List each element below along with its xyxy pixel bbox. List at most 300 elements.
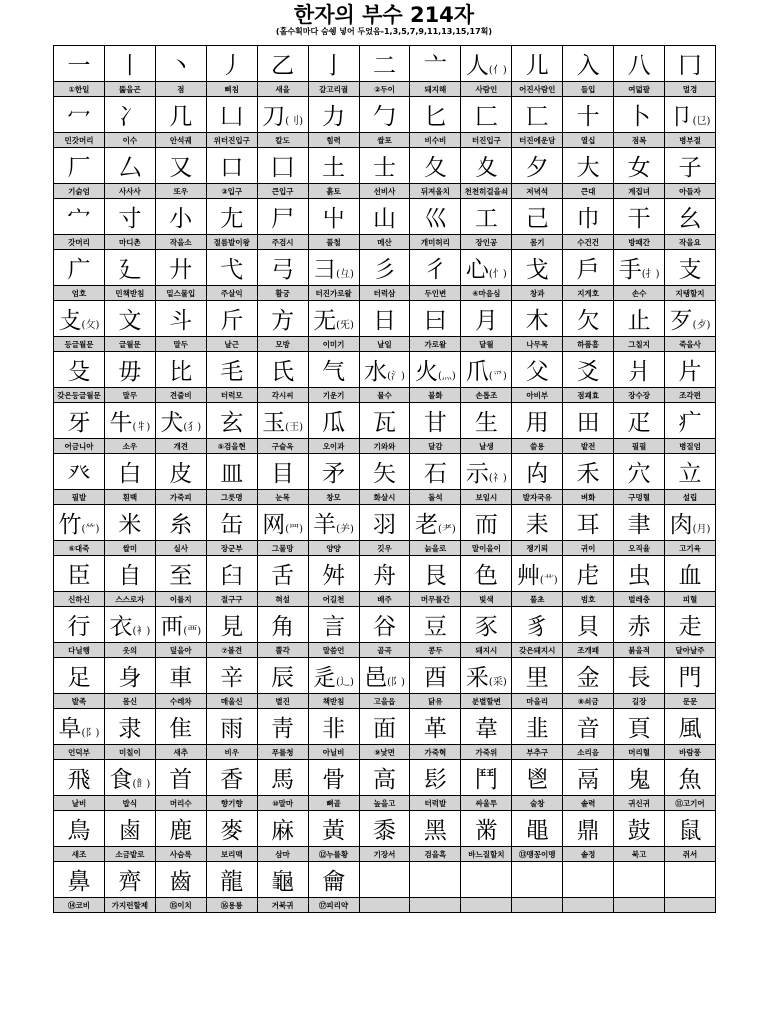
radical-meaning: ⑨낯면: [359, 745, 410, 760]
radical-cell: [410, 862, 461, 898]
radical-char: 骨: [322, 767, 346, 793]
radical-meaning: 이를지: [155, 592, 206, 607]
radical-cell: [359, 454, 410, 490]
radical-char: 魚: [678, 767, 702, 793]
radical-char: 人: [465, 53, 489, 79]
radical-char: 厂: [67, 155, 91, 181]
radical-cell: [461, 709, 512, 745]
radical-meaning: 선비사: [359, 184, 410, 199]
radical-meaning: 터럭삼: [359, 286, 410, 301]
radical-cell: [614, 199, 665, 235]
radical-cell: [308, 97, 359, 133]
radical-meaning: 검을흑: [410, 847, 461, 862]
radical-meaning: ③입구: [206, 184, 257, 199]
radical-cell: [665, 454, 716, 490]
radical-cell: [359, 607, 410, 643]
radical-variant: (衤): [132, 626, 151, 637]
radical-cell: [308, 607, 359, 643]
radical-cell: [563, 97, 614, 133]
radical-cell: [359, 199, 410, 235]
radical-cell: [104, 352, 155, 388]
radical-char: 舌: [271, 563, 295, 589]
radical-char: 面: [372, 716, 396, 742]
radical-cell: [563, 760, 614, 796]
radical-meaning: 말두: [155, 337, 206, 352]
radical-char: 行: [67, 614, 91, 640]
radical-char: 衣: [109, 614, 133, 640]
radical-char: 鼎: [576, 818, 600, 844]
radical-meaning: 고기육: [665, 541, 716, 556]
radical-meaning: 스스로자: [104, 592, 155, 607]
radical-char: 首: [169, 767, 193, 793]
radical-meaning: ⑤검을현: [206, 439, 257, 454]
radical-meaning: 머무를간: [410, 592, 461, 607]
radical-row: [54, 46, 716, 82]
radical-meaning: 오이과: [308, 439, 359, 454]
radical-cell: [104, 658, 155, 694]
radical-cell: [104, 301, 155, 337]
radical-meaning: 달감: [410, 439, 461, 454]
radical-char: 血: [678, 563, 702, 589]
radical-meaning: 지탱할지: [665, 286, 716, 301]
radical-cell: [206, 658, 257, 694]
radical-char: 豆: [423, 614, 447, 640]
radical-meaning: 조각편: [665, 388, 716, 403]
radical-char: 木: [525, 308, 549, 334]
radical-char: 匸: [525, 104, 549, 130]
radical-meaning: 사람인: [461, 82, 512, 97]
radical-meaning: 북고: [614, 847, 665, 862]
meaning-row: [54, 898, 716, 913]
radical-cell: [206, 811, 257, 847]
radical-meaning: 말씀언: [308, 643, 359, 658]
radical-meaning: 오직율: [614, 541, 665, 556]
radical-meaning: 어진사람인: [512, 82, 563, 97]
radical-cell: [155, 301, 206, 337]
radical-cell: [614, 403, 665, 439]
radical-cell: [563, 607, 614, 643]
radical-meaning: 아들자: [665, 184, 716, 199]
radical-char: 香: [220, 767, 244, 793]
radical-char: 幺: [678, 206, 702, 232]
radical-char: 石: [423, 461, 447, 487]
radical-char: 尸: [271, 206, 295, 232]
radical-char: 鬥: [474, 767, 498, 793]
radical-cell: [614, 352, 665, 388]
radical-meaning: 별진: [257, 694, 308, 709]
radical-char: 匕: [423, 104, 447, 130]
radical-cell: [206, 607, 257, 643]
radical-char: 彐: [313, 257, 337, 283]
radical-cell: [563, 862, 614, 898]
radical-cell: [461, 811, 512, 847]
radical-char: 爻: [576, 359, 600, 385]
radical-char: 疒: [678, 410, 702, 436]
radical-cell: [54, 607, 105, 643]
radical-cell: [308, 556, 359, 592]
radical-meaning: 갓머리: [54, 235, 105, 250]
radical-meaning: 깃우: [359, 541, 410, 556]
radical-char: 田: [576, 410, 600, 436]
radical-row: [54, 148, 716, 184]
radical-row: [54, 709, 716, 745]
radical-cell: [512, 607, 563, 643]
radical-char: 立: [678, 461, 702, 487]
radical-char: 厶: [118, 155, 142, 181]
radical-cell: [563, 148, 614, 184]
radical-char: 凵: [220, 104, 244, 130]
radical-cell: [461, 403, 512, 439]
radical-char: 米: [118, 512, 142, 538]
radical-variant: (飠): [132, 779, 151, 790]
radical-char: 辛: [220, 665, 244, 691]
radical-meaning: 병질엄: [665, 439, 716, 454]
radical-meaning: 빛색: [461, 592, 512, 607]
radical-cell: [665, 301, 716, 337]
radical-meaning: 돼지시: [461, 643, 512, 658]
radical-char: 牙: [67, 410, 91, 436]
radical-cell: [257, 148, 308, 184]
radical-cell: [512, 250, 563, 286]
radical-char: 山: [372, 206, 396, 232]
radical-cell: [54, 97, 105, 133]
radical-meaning: 갖은돼지시: [512, 643, 563, 658]
radical-meaning: 그물망: [257, 541, 308, 556]
meaning-row: [54, 235, 716, 250]
radical-char: 方: [271, 308, 295, 334]
radical-char: 貝: [576, 614, 600, 640]
radical-cell: [614, 811, 665, 847]
radical-char: 言: [322, 614, 346, 640]
radical-cell: [410, 403, 461, 439]
radical-cell: [512, 352, 563, 388]
radical-char: 片: [678, 359, 702, 385]
radical-char: 矛: [322, 461, 346, 487]
radical-row: [54, 760, 716, 796]
radical-meaning: 점: [155, 82, 206, 97]
radical-variant: (爫): [488, 371, 507, 382]
radical-cell: [54, 352, 105, 388]
radical-cell: [155, 250, 206, 286]
radical-row: [54, 352, 716, 388]
radical-cell: [308, 352, 359, 388]
radical-cell: [461, 862, 512, 898]
radical-cell: [54, 250, 105, 286]
radical-cell: [155, 607, 206, 643]
radical-row: [54, 505, 716, 541]
radical-cell: [614, 97, 665, 133]
radical-meaning: 작을소: [155, 235, 206, 250]
radical-cell: [257, 658, 308, 694]
radical-meaning: 마디촌: [104, 235, 155, 250]
radical-cell: [665, 760, 716, 796]
radical-cell: [410, 556, 461, 592]
radical-char: 歹: [669, 308, 693, 334]
radical-char: 韭: [525, 716, 549, 742]
radical-meaning: 밑스물입: [155, 286, 206, 301]
radical-row: [54, 607, 716, 643]
radical-meaning: 뼈골: [308, 796, 359, 811]
radical-cell: [359, 148, 410, 184]
radical-char: 白: [118, 461, 142, 487]
radical-cell: [614, 250, 665, 286]
radical-cell: [410, 97, 461, 133]
radical-meaning: 벼화: [563, 490, 614, 505]
radical-cell: [359, 862, 410, 898]
radical-cell: [308, 811, 359, 847]
radical-cell: [512, 658, 563, 694]
radical-char: 士: [372, 155, 396, 181]
radical-cell: [665, 607, 716, 643]
meaning-row: [54, 388, 716, 403]
radical-row: [54, 403, 716, 439]
radical-cell: [206, 505, 257, 541]
radical-meaning: 물수: [359, 388, 410, 403]
radical-meaning: 창모: [308, 490, 359, 505]
radical-cell: [563, 454, 614, 490]
meaning-row: [54, 643, 716, 658]
radical-char: 見: [220, 614, 244, 640]
radical-meaning: 가죽혁: [410, 745, 461, 760]
radical-meaning: 솥력: [563, 796, 614, 811]
radical-cell: [512, 862, 563, 898]
radical-cell: [410, 301, 461, 337]
radical-meaning: 비수비: [410, 133, 461, 148]
radical-char: 目: [271, 461, 295, 487]
radical-cell: [155, 403, 206, 439]
radical-variant: (灬): [438, 371, 456, 382]
radical-cell: [257, 403, 308, 439]
radical-cell: [665, 148, 716, 184]
radical-meaning: 돼지해: [410, 82, 461, 97]
radical-char: 聿: [627, 512, 651, 538]
radical-meaning: 날일: [359, 337, 410, 352]
radical-cell: [359, 709, 410, 745]
radical-char: 虍: [576, 563, 600, 589]
radical-cell: [563, 352, 614, 388]
radical-cell: [257, 250, 308, 286]
radical-variant: (罒): [285, 524, 304, 535]
radical-meaning: 피혈: [665, 592, 716, 607]
radical-variant: (采): [488, 677, 507, 688]
radical-cell: [665, 403, 716, 439]
radical-cell: [155, 199, 206, 235]
radical-meaning: 메산: [359, 235, 410, 250]
radical-cell: [614, 658, 665, 694]
radical-cell: [665, 556, 716, 592]
radical-meaning: 쥐서: [665, 847, 716, 862]
radical-variant: (攵): [81, 320, 100, 331]
radical-cell: [54, 403, 105, 439]
radical-char: 髟: [423, 767, 447, 793]
radical-cell: [461, 760, 512, 796]
radical-variant: (歺): [692, 320, 711, 331]
radical-char: 殳: [67, 359, 91, 385]
radical-cell: [257, 301, 308, 337]
radical-cell: [359, 760, 410, 796]
radical-char: 鹿: [169, 818, 193, 844]
radical-meaning: 수건건: [563, 235, 614, 250]
radical-char: 皮: [169, 461, 193, 487]
radical-cell: [206, 301, 257, 337]
radical-cell: [410, 352, 461, 388]
radical-char: 鬼: [627, 767, 651, 793]
radical-meaning: 머리수: [155, 796, 206, 811]
radical-cell: [614, 709, 665, 745]
radical-char: 龜: [271, 869, 295, 895]
radical-meaning: 지게호: [563, 286, 614, 301]
radical-meaning: 쓸용: [512, 439, 563, 454]
meaning-row: [54, 847, 716, 862]
radical-meaning: 화살시: [359, 490, 410, 505]
radical-variant: (亻): [488, 65, 507, 76]
radical-char: 穴: [627, 461, 651, 487]
radical-char: 毛: [220, 359, 244, 385]
meaning-row: [54, 184, 716, 199]
radical-cell: [359, 811, 410, 847]
radical-cell: [104, 148, 155, 184]
radical-char: 皿: [220, 461, 244, 487]
radical-cell: [512, 148, 563, 184]
radical-meaning: 바람풍: [665, 745, 716, 760]
radical-meaning: 매울신: [206, 694, 257, 709]
radical-meaning: 밭전: [563, 439, 614, 454]
radical-cell: [104, 403, 155, 439]
radical-cell: [461, 301, 512, 337]
radical-char: 生: [474, 410, 498, 436]
radical-char: 子: [678, 155, 702, 181]
radical-meaning: 위터진입구: [206, 133, 257, 148]
radical-cell: [155, 46, 206, 82]
radical-meaning: 가죽피: [155, 490, 206, 505]
radical-char: 示: [465, 461, 489, 487]
radical-meaning: 어금니아: [54, 439, 105, 454]
radical-cell: [54, 454, 105, 490]
radical-char: 飛: [67, 767, 91, 793]
radical-cell: [206, 760, 257, 796]
meaning-row: [54, 439, 716, 454]
radical-meaning: 기운기: [308, 388, 359, 403]
radical-char: 舛: [322, 563, 346, 589]
radical-cell: [410, 199, 461, 235]
radical-cell: [206, 97, 257, 133]
radical-char: 里: [525, 665, 549, 691]
radical-row: [54, 301, 716, 337]
radical-char: 麥: [220, 818, 244, 844]
radical-meaning: 구슬옥: [257, 439, 308, 454]
radical-cell: [155, 97, 206, 133]
radical-meaning: 점괘효: [563, 388, 614, 403]
radical-char: 欠: [576, 308, 600, 334]
radical-meaning: 풀초: [512, 592, 563, 607]
radical-meaning: 미칠이: [104, 745, 155, 760]
radical-meaning: 배주: [359, 592, 410, 607]
radical-cell: [54, 148, 105, 184]
radical-meaning: 날생: [461, 439, 512, 454]
radical-char: 己: [525, 206, 549, 232]
radical-char: 豕: [474, 614, 498, 640]
radical-cell: [614, 760, 665, 796]
radical-cell: [155, 556, 206, 592]
radical-char: 丨: [118, 53, 142, 79]
radical-cell: [665, 811, 716, 847]
radical-meaning: 푸를청: [257, 745, 308, 760]
radical-meaning: [461, 898, 512, 913]
radical-meaning: 멀경: [665, 82, 716, 97]
radical-meaning: 힘력: [308, 133, 359, 148]
radical-char: 鼓: [627, 818, 651, 844]
radical-meaning: 저녁석: [512, 184, 563, 199]
radical-meaning: 구멍혈: [614, 490, 665, 505]
radical-meaning: [563, 898, 614, 913]
radical-cell: [563, 301, 614, 337]
radical-cell: [206, 709, 257, 745]
radical-char: 舟: [372, 563, 396, 589]
radical-char: 用: [525, 410, 549, 436]
radical-char: 至: [169, 563, 193, 589]
radical-cell: [206, 352, 257, 388]
radical-meaning: ⑭코비: [54, 898, 105, 913]
radical-cell: [308, 148, 359, 184]
radical-variant: (礻): [488, 473, 507, 484]
radical-char: 靑: [271, 716, 295, 742]
radical-meaning: 필발: [54, 490, 105, 505]
radical-meaning: 또우: [155, 184, 206, 199]
radical-cell: [563, 505, 614, 541]
radical-char: 黑: [423, 818, 447, 844]
radical-char: 邑: [364, 665, 388, 691]
radical-meaning: [614, 898, 665, 913]
radical-cell: [563, 556, 614, 592]
radical-char: 支: [678, 257, 702, 283]
radical-meaning: 솥정: [563, 847, 614, 862]
radical-cell: [359, 301, 410, 337]
radical-meaning: 터진입구: [461, 133, 512, 148]
radical-cell: [54, 760, 105, 796]
radical-variant: (耂): [438, 524, 456, 535]
radical-cell: [461, 454, 512, 490]
radical-meaning: 벌레충: [614, 592, 665, 607]
radical-meaning: ②두이: [359, 82, 410, 97]
page-subtitle: (홀수획마다 숨쉥 넣어 두었음-1,3,5,7,9,11,13,15,17획): [275, 27, 493, 36]
radical-cell: [563, 658, 614, 694]
radical-char: 玄: [220, 410, 244, 436]
radical-meaning: 비우: [206, 745, 257, 760]
radical-cell: [461, 148, 512, 184]
radical-meaning: 절름발이왕: [206, 235, 257, 250]
radical-variant: (辶): [336, 677, 354, 688]
radical-meaning: 다닐행: [54, 643, 105, 658]
radical-meaning: ⑰피리약: [308, 898, 359, 913]
radical-cell: [665, 250, 716, 286]
radical-char: 尢: [220, 206, 244, 232]
radical-meaning: 견줄비: [155, 388, 206, 403]
radical-meaning: 뚫을곤: [104, 82, 155, 97]
radical-cell: [104, 811, 155, 847]
radical-cell: [155, 760, 206, 796]
radical-char: 臣: [67, 563, 91, 589]
radical-cell: [359, 403, 410, 439]
radical-char: 氏: [271, 359, 295, 385]
radical-char: 干: [627, 206, 651, 232]
radical-char: 爿: [627, 359, 651, 385]
radical-char: 心: [465, 257, 489, 283]
radical-cell: [104, 505, 155, 541]
radical-row: [54, 556, 716, 592]
radical-char: 冂: [678, 53, 702, 79]
radical-char: 弓: [271, 257, 295, 283]
radical-meaning: 실사: [155, 541, 206, 556]
